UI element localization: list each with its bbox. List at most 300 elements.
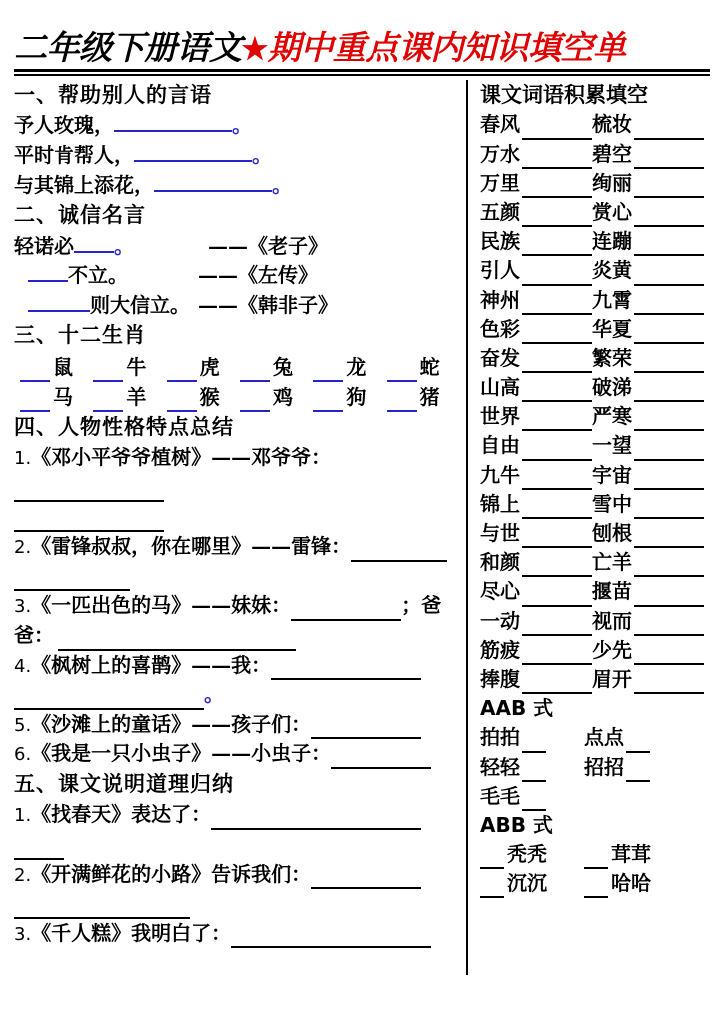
period-mark: 。 [252,142,272,167]
item-text: 《一匹出色的马》——妹妹： [31,593,292,618]
word-cell [584,869,688,898]
word-pair-row [480,227,718,256]
word-pair-row [480,373,718,402]
word-pair-row [480,402,718,431]
section-2-heading: 二、诚信名言 [14,202,146,228]
word-label: 奋发 [480,345,520,370]
fill-blank[interactable] [74,232,114,253]
item-number: 4. [14,655,32,677]
word-cell [480,344,592,373]
word-pair-row [480,490,718,519]
section-4-item-5 [14,710,460,740]
item-post-text: 不立。 [68,263,128,288]
word-label: 神州 [480,287,520,312]
word-label: 刨根 [592,521,632,546]
fill-blank[interactable] [20,361,50,382]
item-text: 《沙滩上的童话》——孩子们： [31,711,312,736]
word-cell [592,490,704,519]
fill-blank[interactable] [14,689,204,710]
word-label: 锦上 [480,491,520,516]
title-black-part: 二年级下册语文 [14,28,242,67]
word-cell [592,461,704,490]
fill-blank[interactable] [634,323,704,344]
item-text: 《开满鲜花的小路》告诉我们： [31,861,312,886]
period-mark: 。 [272,172,292,197]
fill-blank[interactable] [522,644,592,665]
item-number: 2. [14,864,32,886]
word-label: 哈哈 [611,871,651,896]
section-4-item-4-cont [14,680,460,710]
word-label: 万里 [480,170,520,195]
fill-blank[interactable] [14,570,130,591]
word-label: 亡羊 [592,550,632,575]
fill-blank[interactable] [626,761,650,782]
fill-blank[interactable] [584,848,608,869]
word-label: 华夏 [592,316,632,341]
zodiac-cell [93,382,166,412]
zodiac-label: 羊 [126,384,147,409]
word-cell [480,227,592,256]
word-pair-row [480,431,718,460]
section-2-item-1 [14,232,460,262]
word-cell [592,227,704,256]
zodiac-cell [20,382,93,412]
section-5-item-2 [14,860,460,890]
section-5-item-1-cont [14,830,460,860]
fill-blank[interactable] [522,265,592,286]
word-cell [480,402,592,431]
section-4-item-4 [14,651,460,681]
word-label: 色彩 [480,316,520,341]
aab-row [480,723,718,752]
zodiac-label: 虎 [199,354,220,379]
section-4-item-1-cont [14,502,460,532]
fill-blank[interactable] [634,586,704,607]
word-pair-row [480,169,718,198]
fill-blank[interactable] [522,410,592,431]
word-label: 破涕 [592,375,632,400]
fill-blank[interactable] [311,718,421,739]
word-label: 严寒 [592,404,632,429]
fill-blank[interactable] [626,732,650,753]
word-label: 沉沉 [507,871,547,896]
item-post-text: 则大信立。 [90,292,190,317]
word-cell [480,753,584,782]
fill-blank[interactable] [584,877,608,898]
word-pair-row [480,577,718,606]
aab-row [480,753,718,782]
fill-blank[interactable] [634,206,704,227]
fill-blank[interactable] [114,111,232,132]
right-column [478,80,718,1006]
word-cell [480,373,592,402]
fill-blank[interactable] [522,761,546,782]
word-label: 九牛 [480,462,520,487]
column-divider [466,80,468,975]
word-label: 梳妆 [592,112,632,137]
word-label: 眉开 [592,666,632,691]
zodiac-cell [387,352,460,382]
zodiac-label: 猴 [199,384,220,409]
section-4-heading: 四、人物性格特点总结 [14,413,234,439]
fill-blank[interactable] [634,556,704,577]
word-label: 炎黄 [592,258,632,283]
fill-blank[interactable] [387,391,417,412]
word-label: 与世 [480,521,520,546]
word-pair-row [480,256,718,285]
fill-blank[interactable] [522,527,592,548]
quote-source: ——《韩非子》 [198,292,338,317]
word-pair-row [480,548,718,577]
word-pair-row [480,344,718,373]
fill-blank[interactable] [522,615,592,636]
item-number: 1. [14,448,32,470]
item-text: 平时肯帮人， [14,142,134,167]
word-cell [592,665,704,694]
word-cell [592,607,704,636]
item-mid-text: ；爸爸： [14,593,442,647]
fill-blank[interactable] [14,898,190,919]
section-5-item-1 [14,800,460,830]
title-block [0,0,724,76]
page-title [14,30,712,67]
section-4-item-2 [14,532,460,562]
zodiac-label: 马 [53,384,73,409]
period-mark: 。 [114,233,134,258]
item-pre-text: 轻诺必 [14,233,74,258]
word-cell [480,256,592,285]
word-cell [480,461,592,490]
word-cell [480,577,592,606]
zodiac-row-1 [14,352,460,382]
fill-blank[interactable] [634,673,704,694]
item-text: 《千人糕》我明白了： [31,920,232,945]
zodiac-row-2 [14,382,460,412]
word-cell [592,577,704,606]
item-number: 1. [14,805,32,827]
fill-blank[interactable] [28,261,68,282]
word-pair-row [480,110,718,139]
fill-blank[interactable] [231,927,431,948]
word-pair-row [480,519,718,548]
zodiac-label: 猪 [419,384,440,409]
item-text: 与其锦上添花， [14,172,154,197]
word-label: 碧空 [592,141,632,166]
zodiac-cell [167,382,240,412]
abb-row [480,840,718,869]
word-label: 九霄 [592,287,632,312]
word-pair-row [480,315,718,344]
word-cell [480,607,592,636]
fill-blank[interactable] [14,511,164,532]
zodiac-cell [93,352,166,382]
word-label: 春风 [480,112,520,137]
word-pair-row [480,461,718,490]
abb-heading: ABB 式 [480,812,553,837]
section-1-item-1 [14,111,460,141]
word-cell [592,402,704,431]
word-label: 绚丽 [592,170,632,195]
item-number: 3. [14,923,32,945]
zodiac-label: 鸡 [272,384,293,409]
item-text: 《邓小平爷爷植树》——邓爷爷： [31,445,332,470]
word-cell [480,169,592,198]
fill-blank[interactable] [634,265,704,286]
section-1-item-2 [14,141,460,171]
content-columns [0,76,724,1006]
section-5-item-3 [14,919,460,949]
fill-blank[interactable] [634,527,704,548]
word-label: 筋疲 [480,637,520,662]
word-label: 引人 [480,258,520,283]
word-label: 茸茸 [611,842,651,867]
left-column [14,80,466,1006]
fill-blank[interactable] [387,361,417,382]
zodiac-cell [20,352,93,382]
word-cell [480,431,592,460]
word-label: 一动 [480,608,520,633]
fill-blank[interactable] [522,177,592,198]
word-label: 轻轻 [480,754,520,779]
section-4-item-6 [14,739,460,769]
word-cell [584,723,688,752]
word-cell [584,753,688,782]
aab-heading: AAB 式 [480,696,554,721]
word-cell [592,169,704,198]
fill-blank[interactable] [14,481,164,502]
fill-blank[interactable] [522,790,546,811]
word-cell [480,869,584,898]
item-text: 《我是一只小虫子》——小虫子： [31,741,332,766]
fill-blank[interactable] [313,391,343,412]
fill-blank[interactable] [134,141,252,162]
fill-blank[interactable] [211,809,421,830]
item-number: 6. [14,744,32,766]
word-label: 繁荣 [592,345,632,370]
quote-source: ——《老子》 [208,233,328,258]
zodiac-label: 兔 [272,354,293,379]
item-text: 《枫树上的喜鹊》——我： [31,652,272,677]
fill-blank[interactable] [20,391,50,412]
word-label: 视而 [592,608,632,633]
zodiac-label: 蛇 [419,354,440,379]
word-cell [584,840,688,869]
fill-blank[interactable] [522,381,592,402]
word-cell [592,344,704,373]
word-label: 五颜 [480,199,520,224]
word-pair-row [480,286,718,315]
item-text: 予人玫瑰， [14,113,114,138]
fill-blank[interactable] [634,410,704,431]
word-cell [480,198,592,227]
fill-blank[interactable] [522,148,592,169]
zodiac-label: 龙 [346,354,367,379]
section-5-heading: 五、课文说明道理归纳 [14,770,234,796]
word-label: 揠苗 [592,579,632,604]
title-divider-rule [14,69,710,76]
word-label: 自由 [480,433,520,458]
section-4-item-2-cont [14,562,460,592]
fill-blank[interactable] [522,440,592,461]
fill-blank[interactable] [522,732,546,753]
fill-blank[interactable] [522,673,592,694]
word-cell [480,315,592,344]
aab-row [480,782,718,811]
word-pair-row [480,665,718,694]
fill-blank[interactable] [480,877,504,898]
fill-blank[interactable] [634,615,704,636]
word-pair-row [480,198,718,227]
word-cell [592,636,704,665]
word-cell [480,636,592,665]
fill-blank[interactable] [522,469,592,490]
word-pair-row [480,636,718,665]
word-label: 一望 [592,433,632,458]
word-cell [592,519,704,548]
item-text: 《找春天》表达了： [31,802,212,827]
zodiac-label: 狗 [346,384,367,409]
zodiac-cell [387,382,460,412]
fill-blank[interactable] [522,586,592,607]
item-number: 5. [14,714,32,736]
word-label: 拍拍 [480,725,520,750]
word-label: 世界 [480,404,520,429]
fill-blank[interactable] [634,469,704,490]
fill-blank[interactable] [522,498,592,519]
word-label: 捧腹 [480,666,520,691]
fill-blank[interactable] [271,659,421,680]
fill-blank[interactable] [240,391,270,412]
title-red-part: 期中重点课内知识填空单 [267,28,626,67]
section-2-item-3 [14,291,460,321]
word-cell [480,665,592,694]
word-cell [480,723,584,752]
fill-blank[interactable] [154,171,272,192]
fill-blank[interactable] [634,235,704,256]
fill-blank[interactable] [634,294,704,315]
word-cell [592,431,704,460]
section-1-heading: 一、帮助别人的言语 [14,81,212,107]
fill-blank[interactable] [167,391,197,412]
fill-blank[interactable] [522,323,592,344]
word-label: 山高 [480,375,520,400]
fill-blank[interactable] [634,381,704,402]
item-number: 2. [14,537,32,559]
star-icon: ★ [241,32,268,67]
fill-blank[interactable] [58,630,296,651]
word-cell [592,315,704,344]
fill-blank[interactable] [522,556,592,577]
section-3-heading: 三、十二生肖 [14,322,146,348]
word-label: 秃秃 [507,842,547,867]
period-mark: 。 [232,113,252,138]
word-cell [480,140,592,169]
fill-blank[interactable] [240,361,270,382]
fill-blank[interactable] [313,361,343,382]
fill-blank[interactable] [522,352,592,373]
word-cell [592,373,704,402]
word-label: 雪中 [592,491,632,516]
fill-blank[interactable] [634,644,704,665]
word-cell [480,519,592,548]
section-2-item-2 [14,261,460,291]
section-5-item-2-cont [14,889,460,919]
word-cell [592,256,704,285]
fill-blank[interactable] [331,748,431,769]
word-label: 毛毛 [480,783,520,808]
word-label: 点点 [584,725,624,750]
fill-blank[interactable] [522,119,592,140]
fill-blank[interactable] [480,848,504,869]
word-label: 尽心 [480,579,520,604]
fill-blank[interactable] [28,291,90,312]
zodiac-cell [167,352,240,382]
fill-blank[interactable] [522,235,592,256]
period-mark: 。 [204,682,224,707]
word-cell [592,286,704,315]
word-cell [480,782,584,811]
word-pair-row [480,140,718,169]
word-cell [480,110,592,139]
zodiac-label: 牛 [126,354,147,379]
word-label: 民族 [480,229,520,254]
zodiac-label: 鼠 [53,354,73,379]
word-cell [480,490,592,519]
fill-blank[interactable] [351,541,447,562]
word-label: 宇宙 [592,462,632,487]
item-text: 《雷锋叔叔，你在哪里》——雷锋： [31,534,352,559]
fill-blank[interactable] [291,600,401,621]
word-label: 招招 [584,754,624,779]
word-pair-row [480,607,718,636]
word-cell [480,548,592,577]
fill-blank[interactable] [522,206,592,227]
fill-blank[interactable] [311,868,421,889]
item-number: 3. [14,596,32,618]
fill-blank[interactable] [634,352,704,373]
fill-blank[interactable] [634,440,704,461]
fill-blank[interactable] [634,148,704,169]
abb-row [480,869,718,898]
fill-blank[interactable] [522,294,592,315]
word-label: 少先 [592,637,632,662]
zodiac-cell [313,352,386,382]
section-1-item-3 [14,171,460,201]
fill-blank[interactable] [634,119,704,140]
zodiac-cell [240,382,313,412]
fill-blank[interactable] [14,839,64,860]
fill-blank[interactable] [167,361,197,382]
quote-source: ——《左传》 [198,263,318,288]
word-cell [480,840,584,869]
word-label: 万水 [480,141,520,166]
section-4-item-3 [14,591,460,650]
fill-blank[interactable] [93,361,123,382]
word-label: 赏心 [592,199,632,224]
word-cell [592,110,704,139]
zodiac-cell [313,382,386,412]
word-cell [592,140,704,169]
fill-blank[interactable] [634,498,704,519]
fill-blank[interactable] [634,177,704,198]
word-label: 和颜 [480,550,520,575]
fill-blank[interactable] [93,391,123,412]
word-cell [480,286,592,315]
section-4-item-1 [14,443,460,502]
zodiac-cell [240,352,313,382]
word-label: 连蹦 [592,229,632,254]
word-cell [592,198,704,227]
